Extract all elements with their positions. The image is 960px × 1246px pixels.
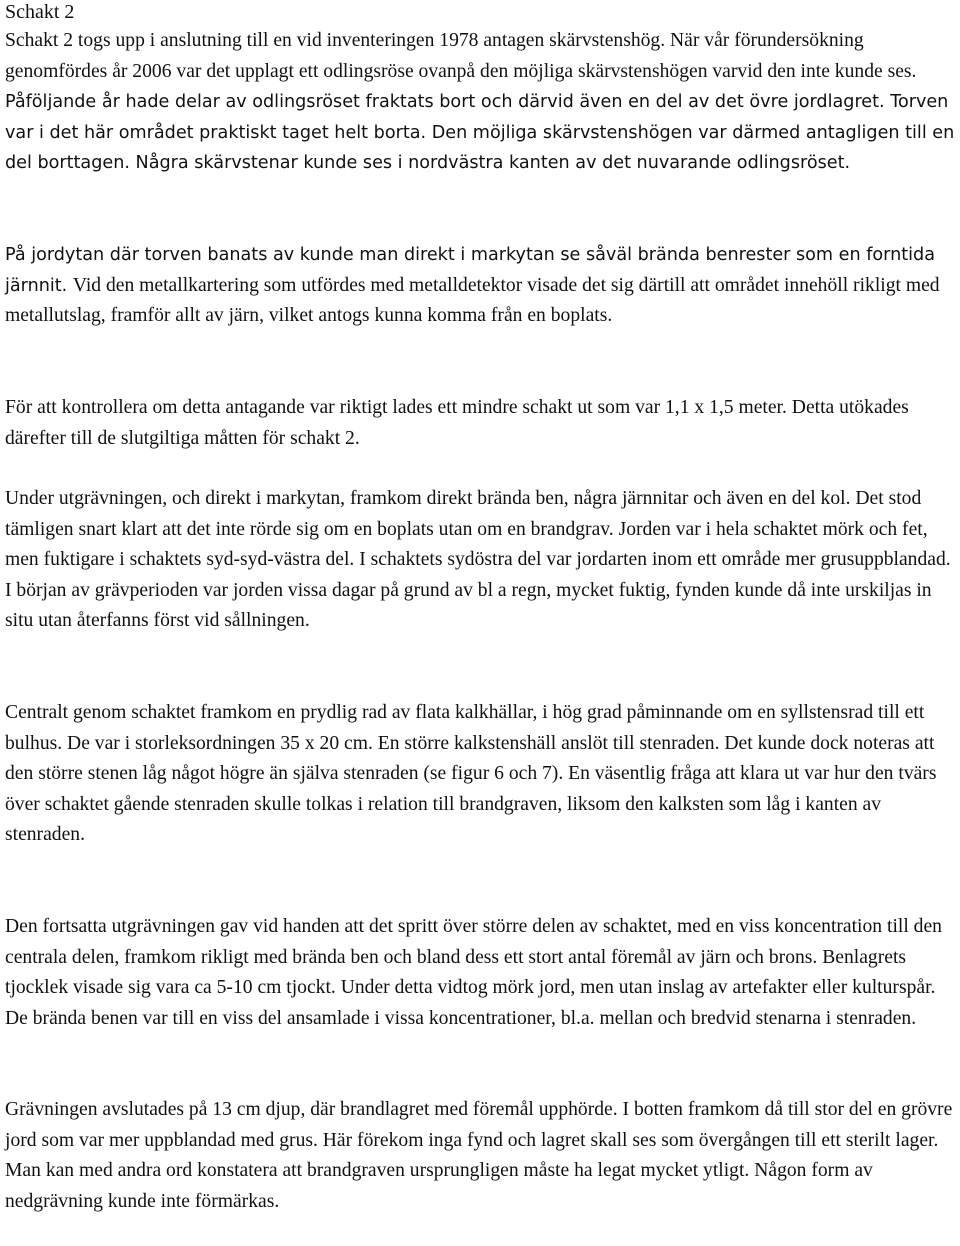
paragraph-2-segment-2: Vid den metallkartering som utfördes med metalldetektor visade det sig därtill att området innehöll rikligt med metallutslag, framför allt av järn, vilket antogs kunna komma från en boplats. xyxy=(5,274,940,327)
paragraph-4-segment-1: Under utgrävningen, och direkt i markytan, framkom direkt brända ben, några järnnitar och även en del kol. Det stod tämligen snart klart att det inte rörde sig om en boplats utan om en brandgrav. Jorden var i hela schaktet mörk och fet, men fuktigare i schaktets syd-syd-västra del. I schaktets sydöstra del var jordarten inom ett område mer grusuppblandad. I början av grävperioden var jorden vissa dagar på grund av bl a regn, mycket fuktig, fynden kunde då inte urskiljas in situ utan återfanns först vid sållningen. xyxy=(5,488,951,632)
paragraph-3 xyxy=(5,393,959,454)
paragraph-7-segment-1: Grävningen avslutades på 13 cm djup, där brandlagret med föremål upphörde. I botten framkom då till stor del en grövre jord som var mer uppblandad med grus. Här förekom inga fynd och lagret skall ses som övergången till ett sterilt lager. Man kan med andra ord konstatera att brandgraven ursprungligen måste ha legat mycket ytligt. Någon form av nedgrävning kunde inte förmärkas. xyxy=(5,1099,953,1212)
paragraph-2-segment-1: På jordytan där torven banats av kunde man direkt i markytan se såväl brända benrester som en forntida järnnit. xyxy=(5,245,935,296)
paragraph-1-segment-2: Påföljande år hade delar av odlingsröset fraktats bort och därvid även en del av det övre jordlagret. Torven var i det här området praktiskt taget helt borta. Den möjliga skärvstenshögen var därmed antagligen till en del borttagen. Några skärvstenar kunde ses i nordvästra kanten av det nuvarande odlingsröset. xyxy=(5,92,955,174)
paragraph-1-segment-1: Schakt 2 togs upp i anslutning till en vid inventeringen 1978 antagen skärvstenshög. När vår förundersökning genomfördes år 2006 var det upplagt ett odlingsröse ovanpå den möjliga skärvstenshögen varvid den inte kunde ses. xyxy=(5,30,917,82)
paragraph-5 xyxy=(5,698,959,851)
paragraph-6-segment-1: Den fortsatta utgrävningen gav vid handen att det spritt över större delen av schaktet, med en viss koncentration till den centrala delen, framkom rikligt med brända ben och bland dess ett stort antal föremål av järn och brons. Benlagrets tjocklek visade sig vara ca 5-10 cm tjockt. Under detta vidtog mörk jord, men utan inslag av artefakter eller kulturspår. De brända benen var till en viss del ansamlade i vissa koncentrationer, bl.a. mellan och bredvid stenarna i stenraden. xyxy=(5,916,942,1029)
paragraph-3-segment-1: För att kontrollera om detta antagande var riktigt lades ett mindre schakt ut som var 1,1 x 1,5 meter. Detta utökades därefter till de slutgiltiga måtten för schakt 2. xyxy=(5,397,909,449)
document-title: Schakt 2 xyxy=(5,1,75,23)
paragraph-5-segment-1: Centralt genom schaktet framkom en prydlig rad av flata kalkhällar, i hög grad påminnande om en syllstensrad till ett bulhus. De var i storleksordningen 35 x 20 cm. En större kalkstenshäll anslöt till stenraden. Det kunde dock noteras att den större stenen låg något högre än själva stenraden (se figur 6 och 7). En väsentlig fråga att klara ut var hur den tvärs över schaktet gående stenraden skulle tolkas i relation till brandgraven, liksom den kalksten som låg i kanten av stenraden. xyxy=(5,702,937,846)
paragraph-7 xyxy=(5,1095,959,1217)
paragraph-6 xyxy=(5,912,959,1034)
paragraph-1 xyxy=(5,26,959,179)
paragraph-4 xyxy=(5,484,959,637)
paragraph-2 xyxy=(5,240,959,332)
